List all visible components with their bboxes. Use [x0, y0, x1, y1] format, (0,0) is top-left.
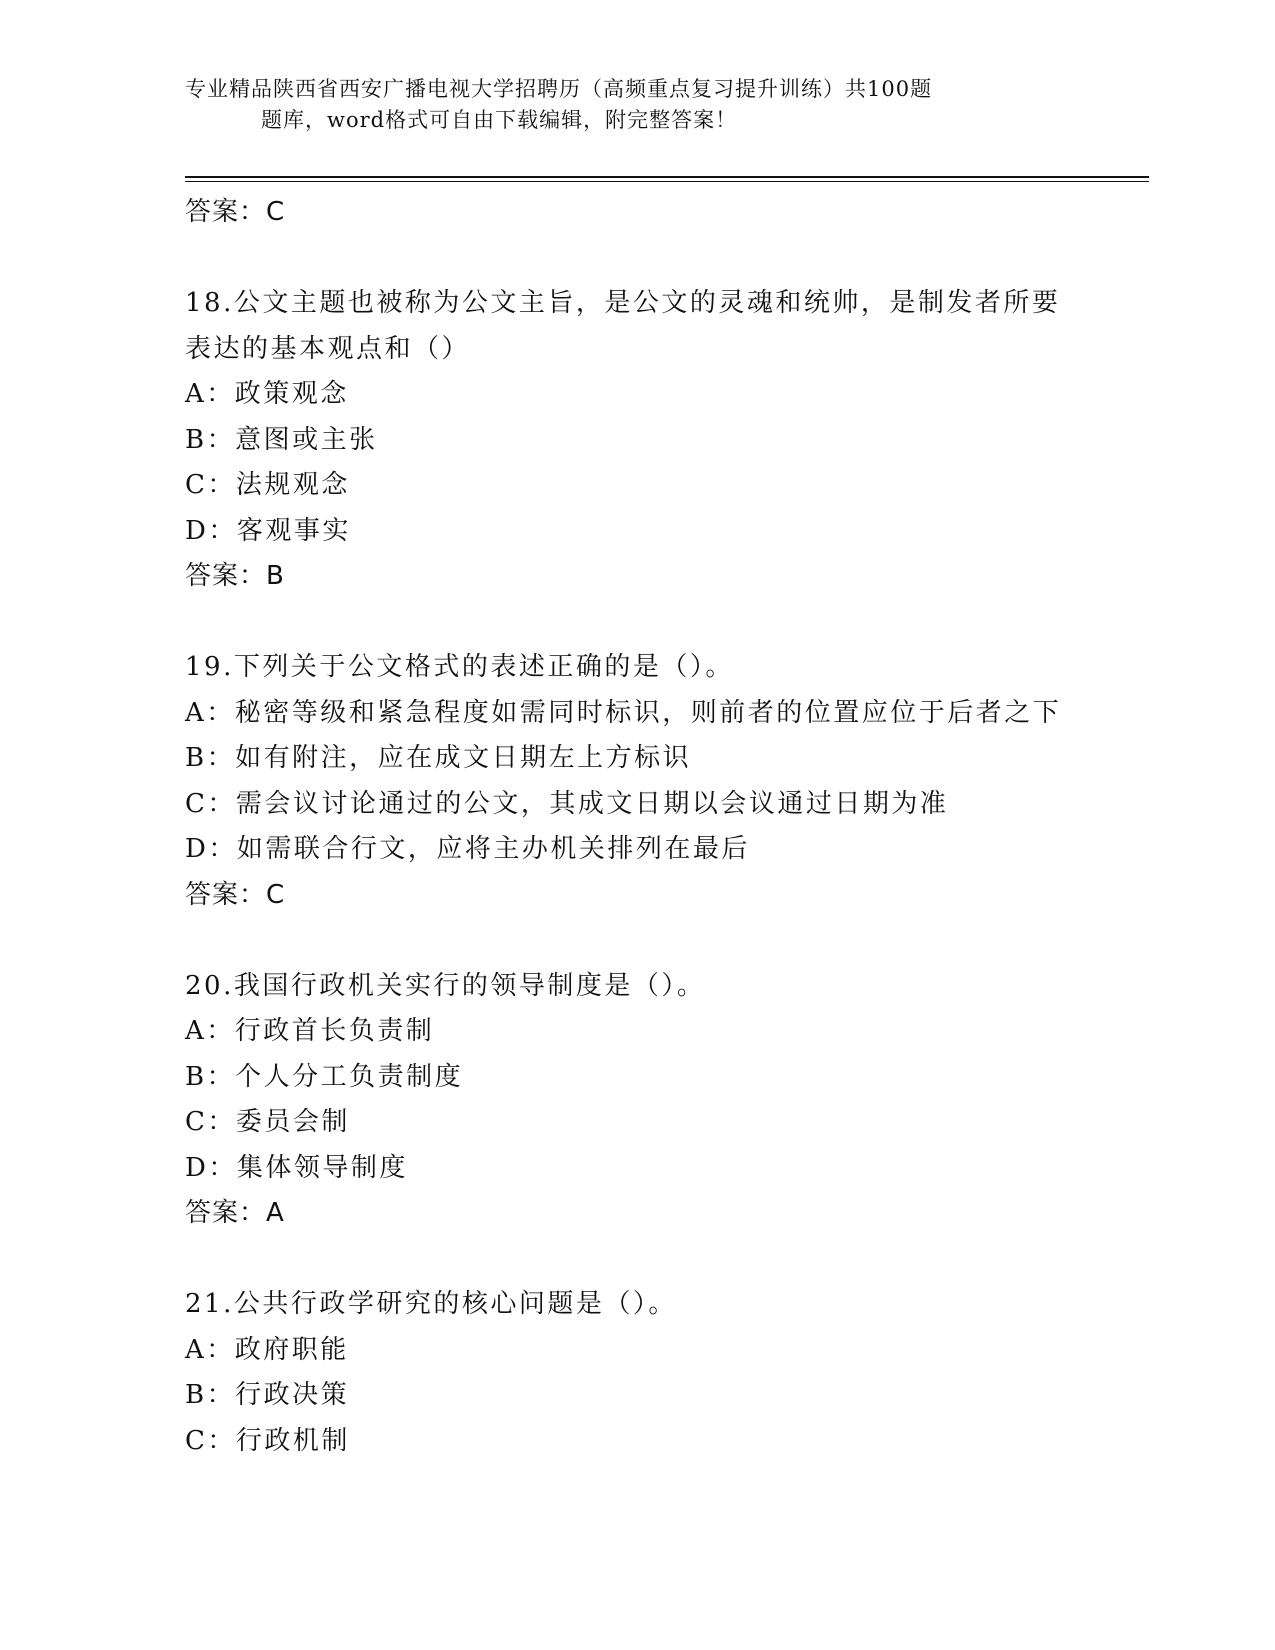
header-divider-thick	[185, 176, 1149, 178]
answer-line: 答案：C	[185, 197, 286, 227]
option-a: A：政府职能	[185, 1334, 349, 1365]
spacer	[185, 1237, 1085, 1283]
spacer	[185, 600, 1085, 646]
header-title-line-1: 专业精品陕西省西安广播电视大学招聘历（高频重点复习提升训练）共100题	[185, 77, 933, 101]
question-stem: 20.我国行政机关实行的领导制度是（）。	[185, 970, 706, 1001]
question-block	[185, 964, 1085, 1237]
option-b: B：行政决策	[185, 1380, 350, 1410]
question-block	[185, 1282, 1085, 1464]
page-header	[185, 74, 1085, 136]
spacer	[185, 236, 1085, 282]
spacer	[185, 918, 1085, 964]
option-a: A：行政首长负责制	[185, 1016, 435, 1046]
option-c: C：法规观念	[185, 470, 350, 500]
option-d: D：客观事实	[185, 515, 351, 546]
question-block	[185, 645, 1085, 918]
answer-line: 答案：A	[185, 1198, 285, 1228]
answer-line: 答案：C	[185, 879, 286, 910]
header-divider-thin	[185, 181, 1149, 182]
option-b: B：个人分工负责制度	[185, 1061, 464, 1092]
question-stem: 21.公共行政学研究的核心问题是（）。	[185, 1289, 677, 1319]
option-c: C：委员会制	[185, 1107, 350, 1137]
option-d: D：如需联合行文，应将主办机关排列在最后	[185, 834, 750, 864]
option-d: D：集体领导制度	[185, 1152, 408, 1183]
question-stem: 19.下列关于公文格式的表述正确的是（）。	[185, 652, 734, 682]
question-stem: 表达的基本观点和（）	[185, 333, 471, 364]
option-a: A：秘密等级和紧急程度如需同时标识，则前者的位置应位于后者之下	[185, 697, 1062, 728]
header-title-line-2: 题库，word格式可自由下载编辑，附完整答案！	[261, 108, 738, 132]
question-stem: 18.公文主题也被称为公文主旨，是公文的灵魂和统帅，是制发者所要	[185, 288, 1061, 318]
option-a: A：政策观念	[185, 379, 349, 409]
question-block	[185, 281, 1085, 600]
question-list	[185, 190, 1085, 1464]
option-c: C：需会议讨论通过的公文，其成文日期以会议通过日期为准	[185, 788, 949, 819]
answer-line: 答案：B	[185, 561, 285, 591]
option-c: C：行政机制	[185, 1425, 350, 1456]
option-b: B：如有附注，应在成文日期左上方标识	[185, 743, 692, 773]
option-b: B：意图或主张	[185, 424, 378, 455]
